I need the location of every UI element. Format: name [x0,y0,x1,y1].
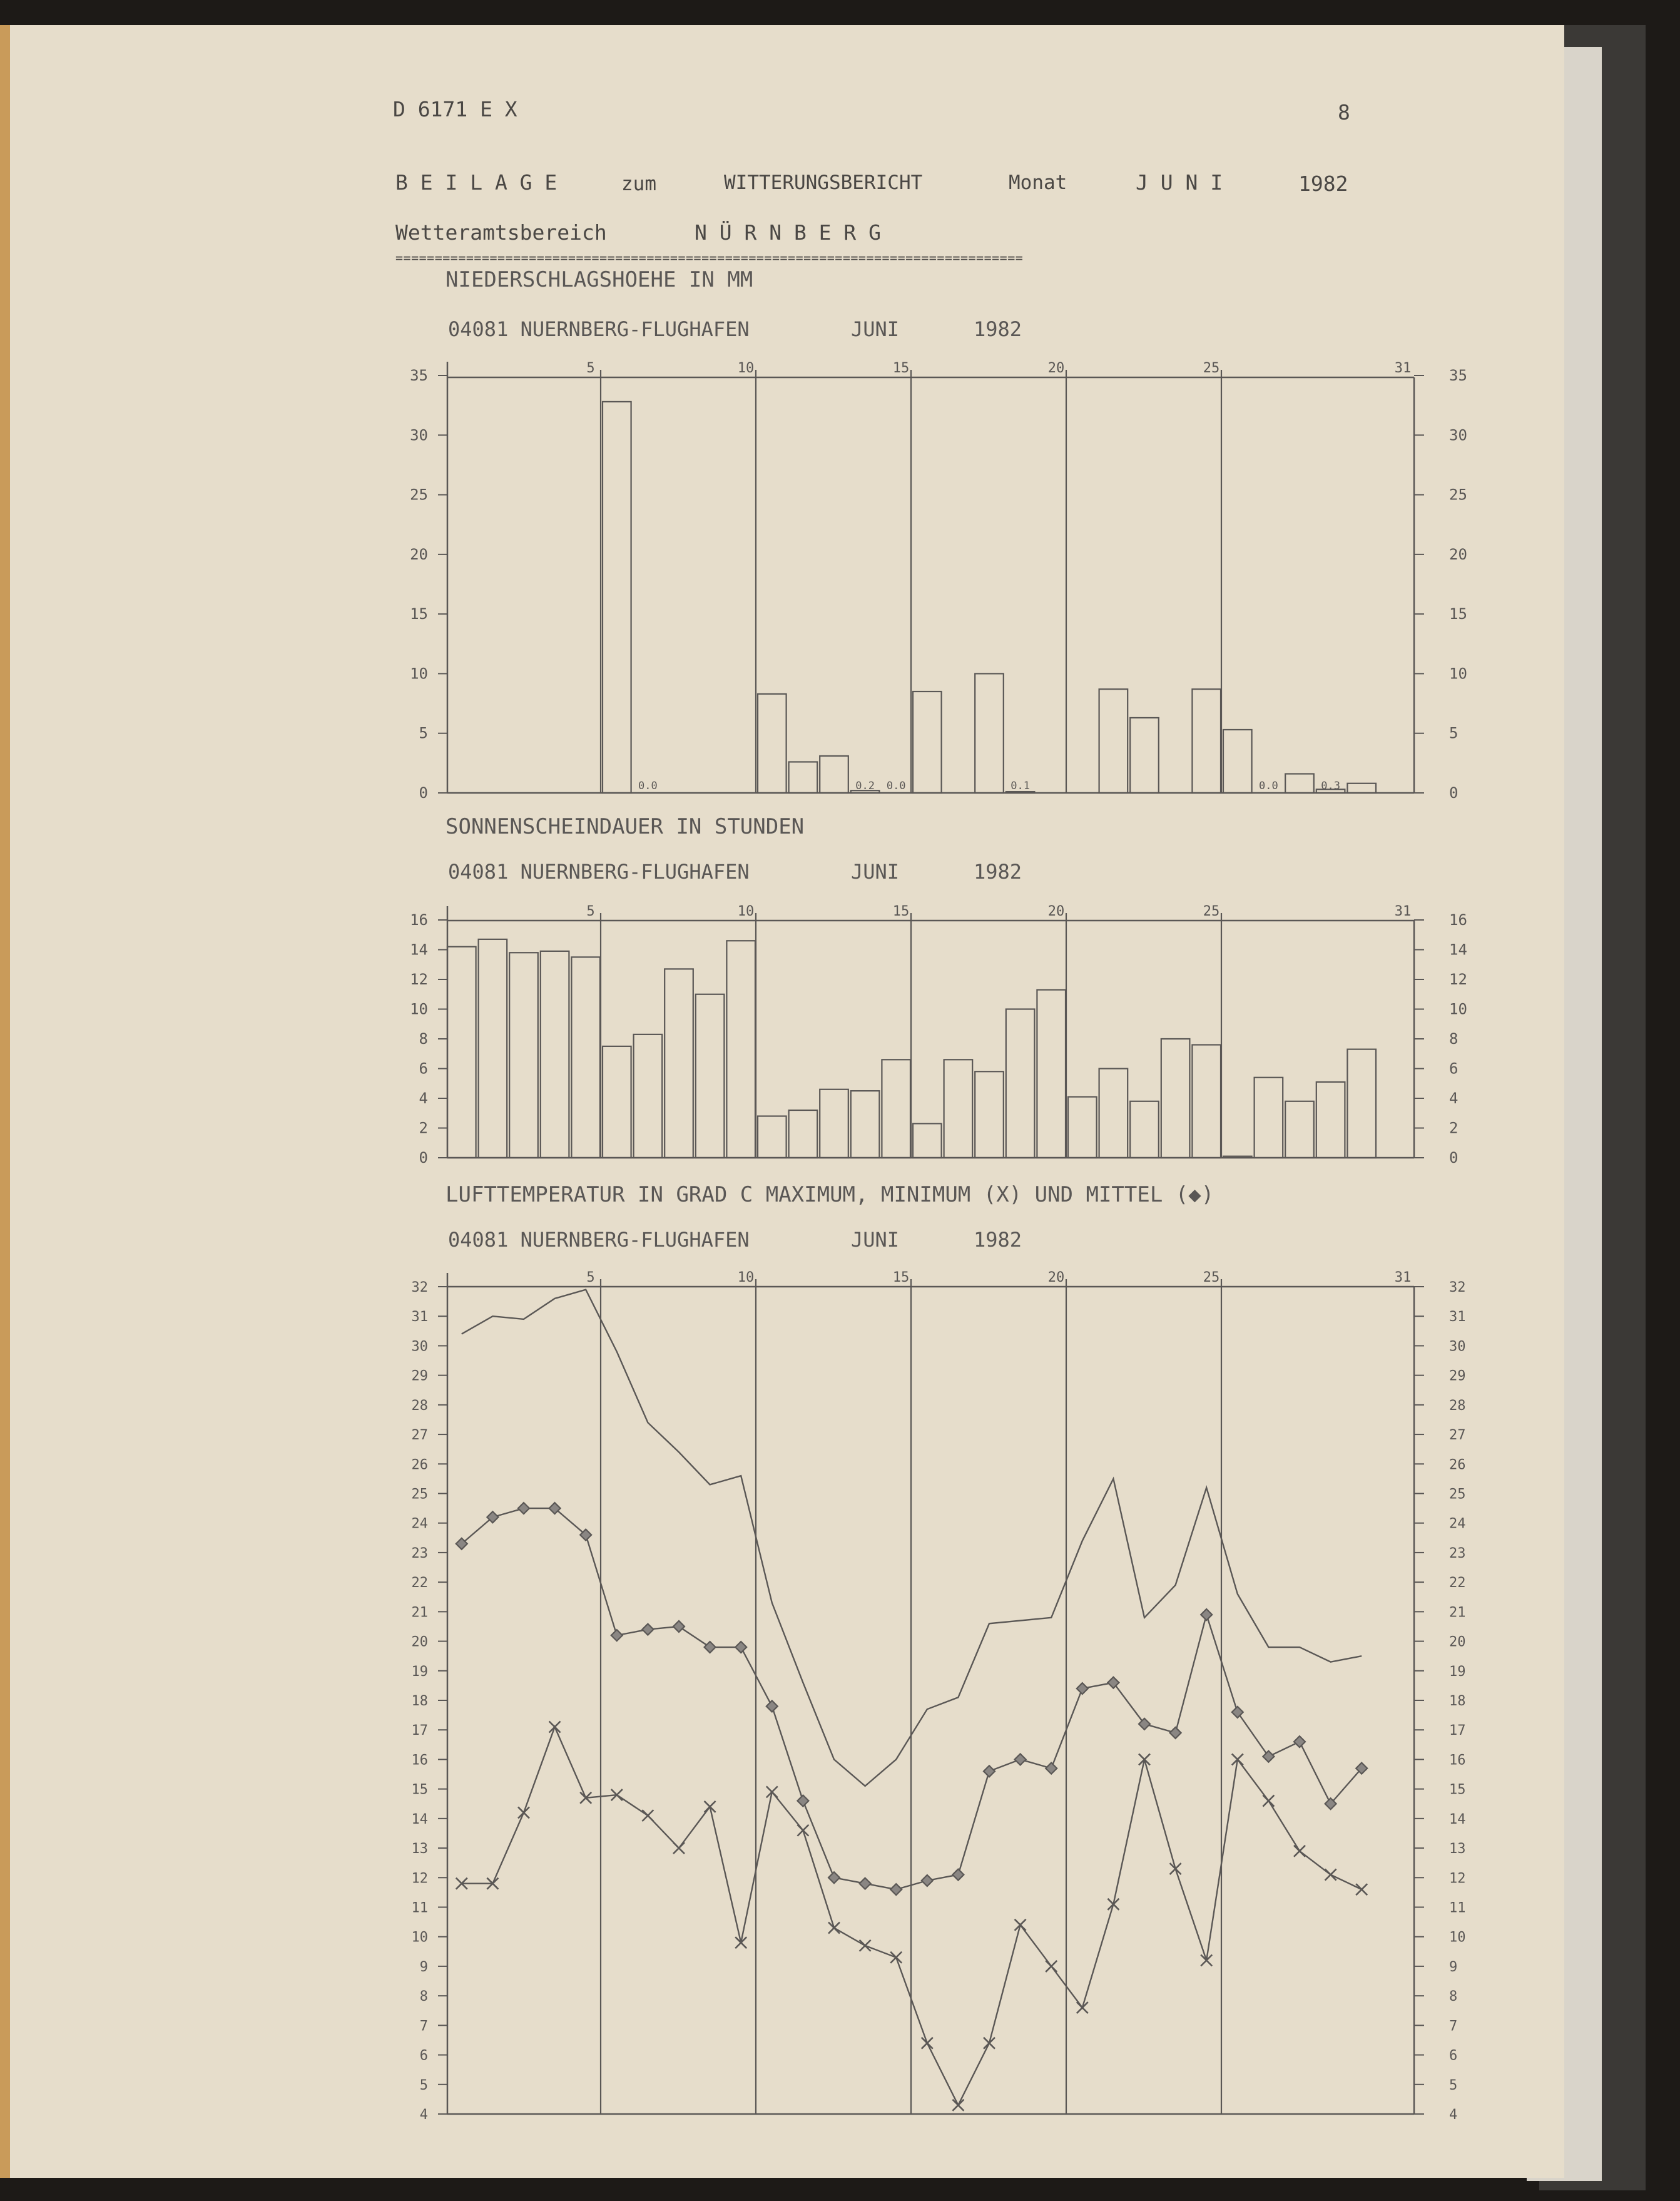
y-tick-label-right: 15 [1449,1782,1466,1798]
y-tick-label-right: 10 [1449,1000,1467,1018]
binding-edge [0,25,10,2178]
y-tick-label-left: 4 [419,2107,428,2123]
y-tick-label-left: 19 [411,1663,428,1680]
y-tick-label-left: 30 [411,1339,428,1355]
x-tick-label: 5 [586,904,595,919]
separator-line: ================================================================================ [395,250,1024,265]
chart-month: JUNI [851,317,900,341]
y-tick-label-left: 8 [419,1030,428,1048]
y-tick-label-left: 20 [410,545,428,563]
x-tick-label: 20 [1047,904,1065,919]
y-tick-label-left: 32 [411,1280,428,1295]
y-tick-label-right: 5 [1449,724,1459,742]
x-tick-label: 10 [737,360,755,376]
y-tick-label-right: 4 [1449,2107,1458,2123]
x-tick-label: 20 [1047,1270,1065,1285]
x-tick-label: 15 [892,360,910,376]
y-tick-label-right: 2 [1449,1119,1459,1137]
y-tick-label-right: 22 [1449,1575,1466,1591]
x-tick-label: 25 [1203,360,1220,376]
y-tick-label-right: 19 [1449,1663,1466,1680]
y-tick-label-left: 15 [411,1782,428,1798]
bar-data-label: 0.2 [855,780,875,792]
y-tick-label-left: 30 [410,426,428,444]
year-value: 1982 [1298,171,1348,196]
y-tick-label-left: 10 [410,665,428,683]
y-tick-label-right: 28 [1449,1397,1466,1414]
y-tick-label-left: 0 [419,1149,428,1167]
x-tick-label: 25 [1203,1270,1220,1285]
y-tick-label-left: 10 [410,1000,428,1018]
y-tick-label-left: 0 [419,784,428,802]
y-tick-label-right: 14 [1449,941,1467,959]
y-tick-label-left: 22 [411,1575,428,1591]
y-tick-label-left: 16 [410,911,428,929]
y-tick-label-left: 13 [411,1841,428,1857]
month-value: J U N I [1136,170,1223,195]
y-tick-label-right: 20 [1449,545,1467,563]
report-name: WITTERUNGSBERICHT [724,171,923,194]
y-tick-label-right: 31 [1449,1309,1466,1325]
y-tick-label-left: 14 [410,941,428,959]
y-tick-label-left: 6 [419,1060,428,1078]
y-tick-label-left: 24 [411,1516,428,1532]
y-tick-label-right: 16 [1449,1752,1466,1769]
y-tick-label-left: 10 [411,1929,428,1946]
chart-year: 1982 [974,860,1022,884]
chart-station: 04081 NUERNBERG-FLUGHAFEN [448,860,750,884]
x-tick-label: 20 [1047,360,1065,376]
bar-data-label: 0.0 [638,780,658,792]
paper-sheet [0,25,1564,2178]
monat-label: Monat [1009,171,1067,194]
chart-month: JUNI [851,1228,900,1252]
y-tick-label-left: 21 [411,1605,428,1621]
beilage-label: B E I L A G E [395,170,557,195]
y-tick-label-right: 30 [1449,426,1467,444]
y-tick-label-right: 5 [1449,2077,1458,2093]
x-tick-label: 10 [737,1270,755,1285]
x-tick-label: 25 [1203,904,1220,919]
y-tick-label-left: 16 [411,1752,428,1769]
x-tick-label: 31 [1394,904,1412,919]
y-tick-label-right: 23 [1449,1545,1466,1561]
y-tick-label-right: 25 [1449,486,1467,504]
y-tick-label-left: 7 [419,2018,428,2035]
y-tick-label-right: 16 [1449,911,1467,929]
chart-month: JUNI [851,860,900,884]
y-tick-label-right: 4 [1449,1090,1459,1107]
y-tick-label-right: 21 [1449,1605,1466,1621]
y-tick-label-right: 9 [1449,1959,1458,1975]
bar-data-label: 0.3 [1321,780,1340,792]
bar-data-label: 0.1 [1011,780,1030,792]
y-tick-label-right: 12 [1449,1871,1466,1887]
y-tick-label-right: 6 [1449,2048,1458,2064]
doc-code: D 6171 E X [393,97,517,121]
y-tick-label-left: 12 [411,1871,428,1887]
y-tick-label-left: 28 [411,1397,428,1414]
y-tick-label-left: 4 [419,1090,428,1107]
y-tick-label-right: 11 [1449,1900,1466,1916]
chart-year: 1982 [974,1228,1022,1252]
bar-data-label: 0.0 [886,780,906,792]
y-tick-label-right: 26 [1449,1457,1466,1473]
y-tick-label-left: 2 [419,1119,428,1137]
chart-station: 04081 NUERNBERG-FLUGHAFEN [448,1228,750,1252]
page-number: 8 [1338,100,1350,125]
y-tick-label-left: 25 [410,486,428,504]
x-tick-label: 5 [586,1270,595,1285]
y-tick-label-right: 13 [1449,1841,1466,1857]
y-tick-label-left: 11 [411,1900,428,1916]
zum-label: zum [621,173,656,195]
y-tick-label-left: 35 [410,367,428,384]
y-tick-label-left: 18 [411,1693,428,1709]
y-tick-label-left: 26 [411,1457,428,1473]
y-tick-label-right: 8 [1449,1989,1458,2005]
bar-data-label: 0.0 [1259,780,1278,792]
y-tick-label-left: 17 [411,1723,428,1739]
chart-title: LUFTTEMPERATUR IN GRAD C MAXIMUM, MINIMUM (X) UND MITTEL (◆) [445,1182,1214,1207]
y-tick-label-left: 20 [411,1634,428,1650]
region-label: Wetteramtsbereich [395,220,607,245]
y-tick-label-right: 32 [1449,1280,1466,1295]
y-tick-label-right: 10 [1449,665,1467,683]
y-tick-label-left: 14 [411,1811,428,1827]
x-tick-label: 5 [586,360,595,376]
y-tick-label-right: 0 [1449,1149,1459,1167]
y-tick-label-left: 6 [419,2048,428,2064]
y-tick-label-right: 0 [1449,784,1459,802]
y-tick-label-right: 15 [1449,605,1467,623]
x-tick-label: 10 [737,904,755,919]
y-tick-label-right: 25 [1449,1486,1466,1503]
y-tick-label-right: 6 [1449,1060,1459,1078]
y-tick-label-right: 12 [1449,971,1467,988]
y-tick-label-right: 8 [1449,1030,1459,1048]
y-tick-label-left: 9 [419,1959,428,1975]
y-tick-label-right: 18 [1449,1693,1466,1709]
y-tick-label-left: 5 [419,2077,428,2093]
chart-title: SONNENSCHEINDAUER IN STUNDEN [445,814,805,839]
y-tick-label-left: 23 [411,1545,428,1561]
y-tick-label-right: 30 [1449,1339,1466,1355]
y-tick-label-left: 31 [411,1309,428,1325]
region-value: N Ü R N B E R G [695,220,882,245]
chart-year: 1982 [974,317,1022,341]
x-tick-label: 31 [1394,360,1412,376]
y-tick-label-left: 5 [419,724,428,742]
y-tick-label-left: 25 [411,1486,428,1503]
y-tick-label-left: 27 [411,1427,428,1444]
y-tick-label-left: 8 [419,1989,428,2005]
y-tick-label-left: 29 [411,1368,428,1384]
y-tick-label-right: 27 [1449,1427,1466,1444]
y-tick-label-right: 17 [1449,1723,1466,1739]
chart-station: 04081 NUERNBERG-FLUGHAFEN [448,317,750,341]
y-tick-label-right: 14 [1449,1811,1466,1827]
y-tick-label-right: 35 [1449,367,1467,384]
y-tick-label-right: 29 [1449,1368,1466,1384]
y-tick-label-right: 24 [1449,1516,1466,1532]
y-tick-label-left: 12 [410,971,428,988]
y-tick-label-left: 15 [410,605,428,623]
x-tick-label: 15 [892,1270,910,1285]
y-tick-label-right: 7 [1449,2018,1458,2035]
x-tick-label: 31 [1394,1270,1412,1285]
y-tick-label-right: 10 [1449,1929,1466,1946]
x-tick-label: 15 [892,904,910,919]
chart-title: NIEDERSCHLAGSHOEHE IN MM [445,267,753,292]
y-tick-label-right: 20 [1449,1634,1466,1650]
